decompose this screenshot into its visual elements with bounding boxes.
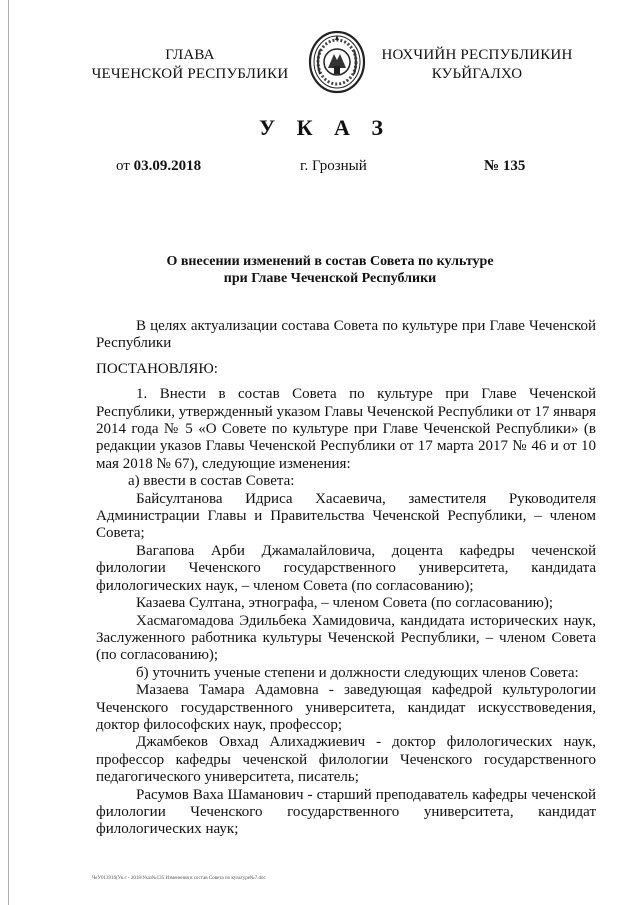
decree-word: ПОСТАНОВЛЯЮ: <box>96 360 218 377</box>
document-date <box>116 158 201 175</box>
document-number <box>484 158 525 175</box>
document-title: У К А З <box>258 115 392 140</box>
member-entry: Хасмагомадова Эдильбека Хамидовича, кандидата исторических наук, Заслуженного работника культуры Чеченской Республики, – членом Совета (по согласованию); <box>96 612 596 664</box>
member-entry: Казаева Султана, этнографа, – членом Совета (по согласованию); <box>136 595 554 612</box>
header-left-line-2: ЧЕЧЕНСКОЙ РЕСПУБЛИКИ <box>91 66 289 82</box>
header-right-line-1: НОХЧИЙН РЕСПУБЛИКИН <box>381 47 573 63</box>
number-value: 135 <box>502 158 526 174</box>
subject-line-2: при Главе Чеченской Республики <box>223 271 437 286</box>
member-entry: Вагапова Арби Джамалайловича, доцента кафедры чеченской филологии Чеченского государственного университета, кандидата филологических наук, – членом Совета (по согласованию); <box>96 542 596 594</box>
date-prefix: от <box>116 158 130 174</box>
document-body <box>96 318 596 839</box>
sub-item-b: б) уточнить ученые степени и должности следующих членов Совета: <box>136 664 579 681</box>
number-prefix: № <box>484 158 500 174</box>
document-city: г. Грозный <box>300 158 367 174</box>
sub-item-a: а) ввести в состав Совета: <box>128 473 295 490</box>
intro-paragraph: В целях актуализации состава Совета по культуре при Главе Чеченской Республики <box>96 318 596 352</box>
footer-file-path: ЧеУ013916(Ук.с - 2018\Указ№135 Изменения в состав Совета по культуре№7.doc <box>92 876 266 881</box>
header-right <box>372 46 582 84</box>
scan-margin-line <box>8 0 9 905</box>
document-subject <box>140 253 520 287</box>
header-right-line-2: КУЬЙГАЛХО <box>431 66 523 82</box>
point-1-paragraph: 1. Внести в состав Совета по культуре при Главе Чеченской Республики, утвержденный указом Главы Чеченской Республики от 17 января 2014 года № 5 «О Совете по культуре при Главе Чеченской Республики» (в редакции указов Главы Чеченской Республики от 17 марта 2017 № 46 и от 10 мая 2018 № 67), следующие изменения: <box>96 386 596 472</box>
header-left-line-1: ГЛАВА <box>165 47 215 63</box>
member-entry: Мазаева Тамара Адамовна - заведующая кафедрой культурологии Чеченского государственного университета, кандидат искусствоведения, доктор философских наук, профессор; <box>96 682 596 733</box>
member-entry: Расумов Ваха Шаманович - старший преподаватель кафедры чеченской филологии Чеченского государственного университета, кандидат филологических наук; <box>96 786 596 838</box>
member-entry: Джамбеков Овхад Алихаджиевич - доктор филологических наук, профессор кафедры чеченской филологии Чеченского государственного педагогического университета, писатель; <box>96 734 596 786</box>
member-entry: Байсултанова Идриса Хасаевича, заместителя Руководителя Администрации Главы и Правительства Чеченской Республики, – членом Совета; <box>96 490 596 542</box>
date-value: 03.09.2018 <box>133 158 202 174</box>
coat-of-arms-emblem <box>308 30 366 94</box>
subject-line-1: О внесении изменений в состав Совета по культуре <box>166 254 494 269</box>
header-left <box>90 46 290 84</box>
